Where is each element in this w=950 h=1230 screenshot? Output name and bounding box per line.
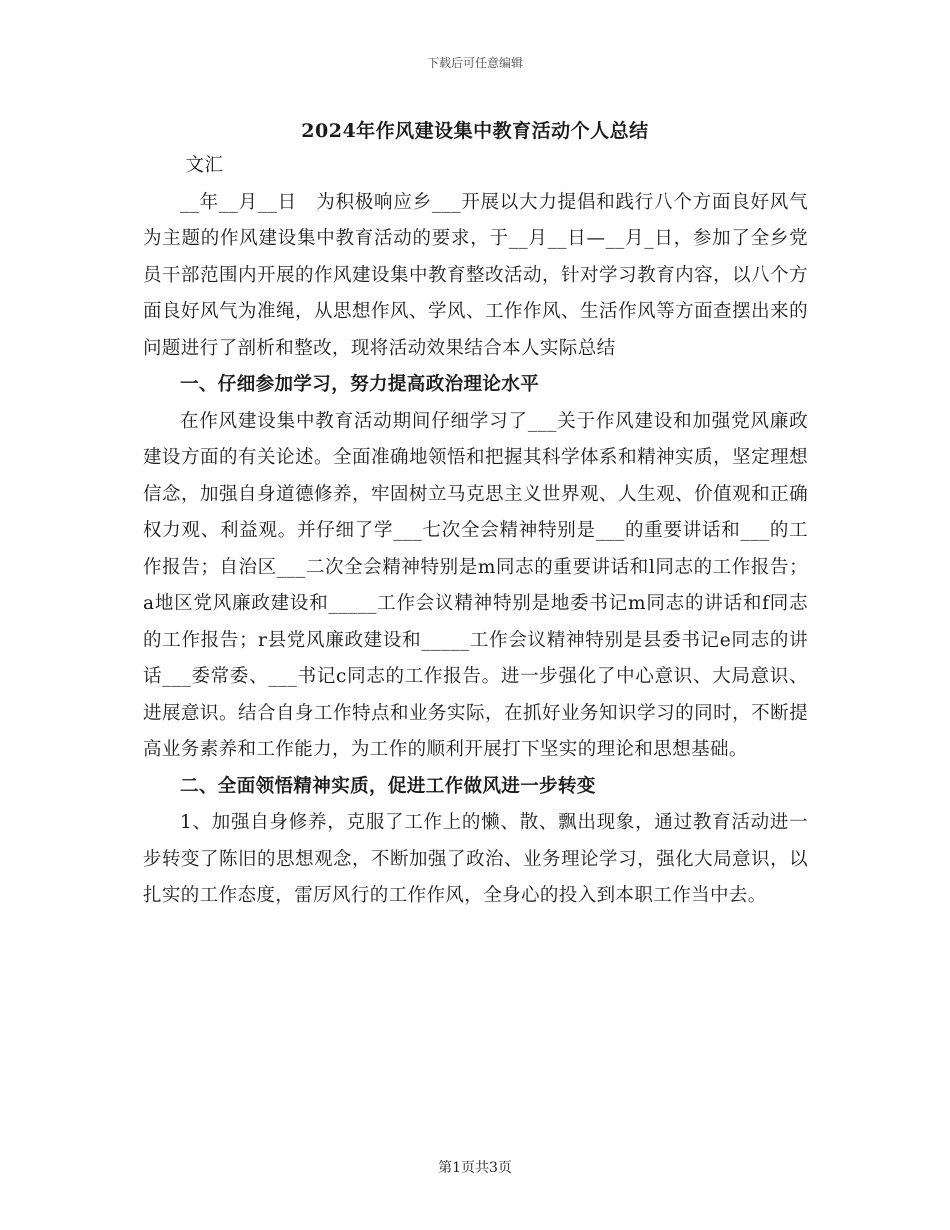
header-note: 下载后可任意编辑 bbox=[426, 56, 523, 70]
section-1-paragraph: 在作风建设集中教育活动期间仔细学习了___关于作风建设和加强党风廉政建设方面的有关论述。全面准确地领悟和把握其科学体系和精神实质，坚定理想信念，加强自身道德修养，牢固树立马克思主义世界观、人生观、价值观和正确权力观、利益观。并仔细了学___七次全会精神特别是___的重要讲话和___的工作报告；自治区___二次全会精神特别是m同志的重要讲话和l同志的工作报告；a地区党风廉政建设和_____工作会议精神特别是地委书记m同志的讲话和f同志的工作报告；r县党风廉政建设和_____工作会议精神特别是县委书记e同志的讲话___委常委、___书记c同志的工作报告。进一步强化了中心意识、大局意识、进展意识。结合自身工作特点和业务实际，在抓好业务知识学习的同时，不断提高业务素养和工作能力，为工作的顺利开展打下坚实的理论和思想基础。 bbox=[143, 410, 808, 760]
document-title: 2024年作风建设集中教育活动个人总结 bbox=[301, 120, 649, 142]
author-line: 文汇 bbox=[185, 155, 224, 176]
intro-paragraph: __年__月__日 为积极响应乡___开展以大力提倡和践行八个方面良好风气为主题的作风建设集中教育活动的要求，于__月__日—__月_日，参加了全乡党员干部范围内开展的作风建设集中教育整改活动，针对学习教育内容，以八个方面良好风气为准绳，从思想作风、学风、工作作风、生活作风等方面查摆出来的问题进行了剖析和整改，现将活动效果结合本人实际总结 bbox=[143, 191, 808, 359]
section-heading-1: 一、仔细参加学习，努力提高政治理论水平 bbox=[180, 374, 540, 395]
section-heading-2: 二、全面领悟精神实质，促进工作做风进一步转变 bbox=[180, 775, 596, 797]
page-number: 第1页共3页 bbox=[438, 1160, 512, 1176]
document-body bbox=[143, 148, 808, 915]
section-2-paragraph: 1、加强自身修养，克服了工作上的懒、散、飘出现象，通过教育活动进一步转变了陈旧的思想观念，不断加强了政治、业务理论学习，强化大局意识，以扎实的工作态度，雷厉风行的工作作风，全身心的投入到本职工作当中去。 bbox=[143, 812, 808, 906]
